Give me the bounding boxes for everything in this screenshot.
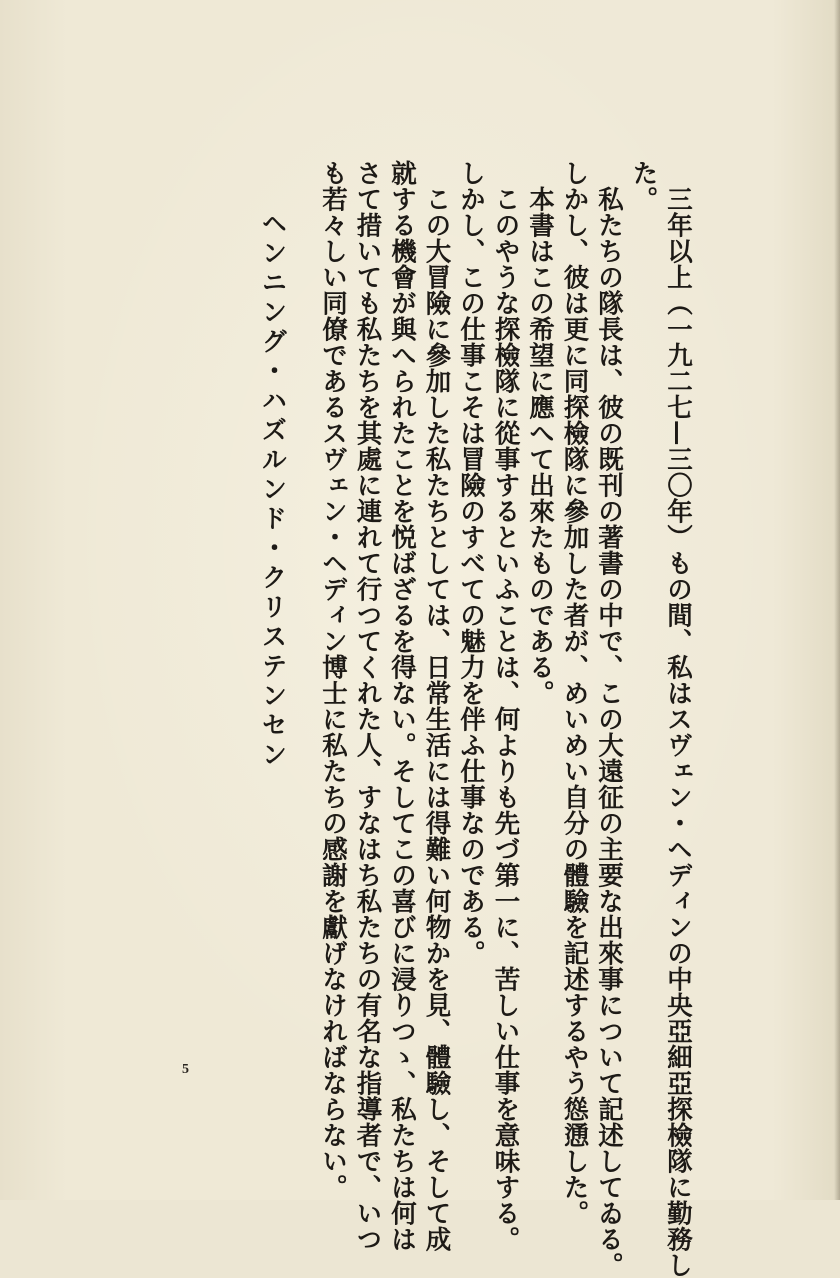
page-edge-shadow	[834, 0, 840, 1200]
text-line-11: も若々しい同僚であるスヴェン・ヘディン博士に私たちの感謝を獻げなければならない。	[318, 160, 348, 1200]
text-line-9: 就する機會が與へられたことを悦ばざるを得ない。そしてこの喜びに浸りつゝ、私たちは何は	[387, 160, 417, 1252]
text-line-7: しかし、この仕事こそは冒險のすべての魅力を伴ふ仕事なのである。	[456, 160, 486, 966]
preface-text	[255, 160, 695, 1278]
text-line-4: しかし、彼は更に同探檢隊に參加した者が、めいめい自分の體驗を記述するやう慫慂した。	[559, 160, 590, 1226]
text-line-6: このやうな探檢隊に從事するといふことは、何よりも先づ第一に、苦しい仕事を意味する。	[490, 186, 521, 1252]
text-line-5: 本書はこの希望に應へて出來たものである。	[525, 186, 555, 706]
page-number: 5	[182, 1062, 189, 1077]
text-line-10: さて措いても私たちを其處に連れて行つてくれた人、すなはち私たちの有名な指導者で、いつ	[352, 160, 383, 1252]
author-signature: ヘンニング・ハズルンド・クリステンセン	[257, 210, 288, 771]
text-line-2: た。	[628, 160, 659, 212]
text-line-3: 私たちの隊長は、彼の既刊の著書の中で、この大遠征の主要な出來事について記述してゐる。	[594, 186, 624, 1278]
text-line-8: この大冒險に參加した私たちとしては、日常生活には得難い何物かを見、體驗し、そして成	[421, 186, 452, 1252]
text-line-1: 三年以上（一九二七—三〇年）もの間、私はスヴェン・ヘディンの中央亞細亞探檢隊に勤務し	[663, 186, 693, 1278]
